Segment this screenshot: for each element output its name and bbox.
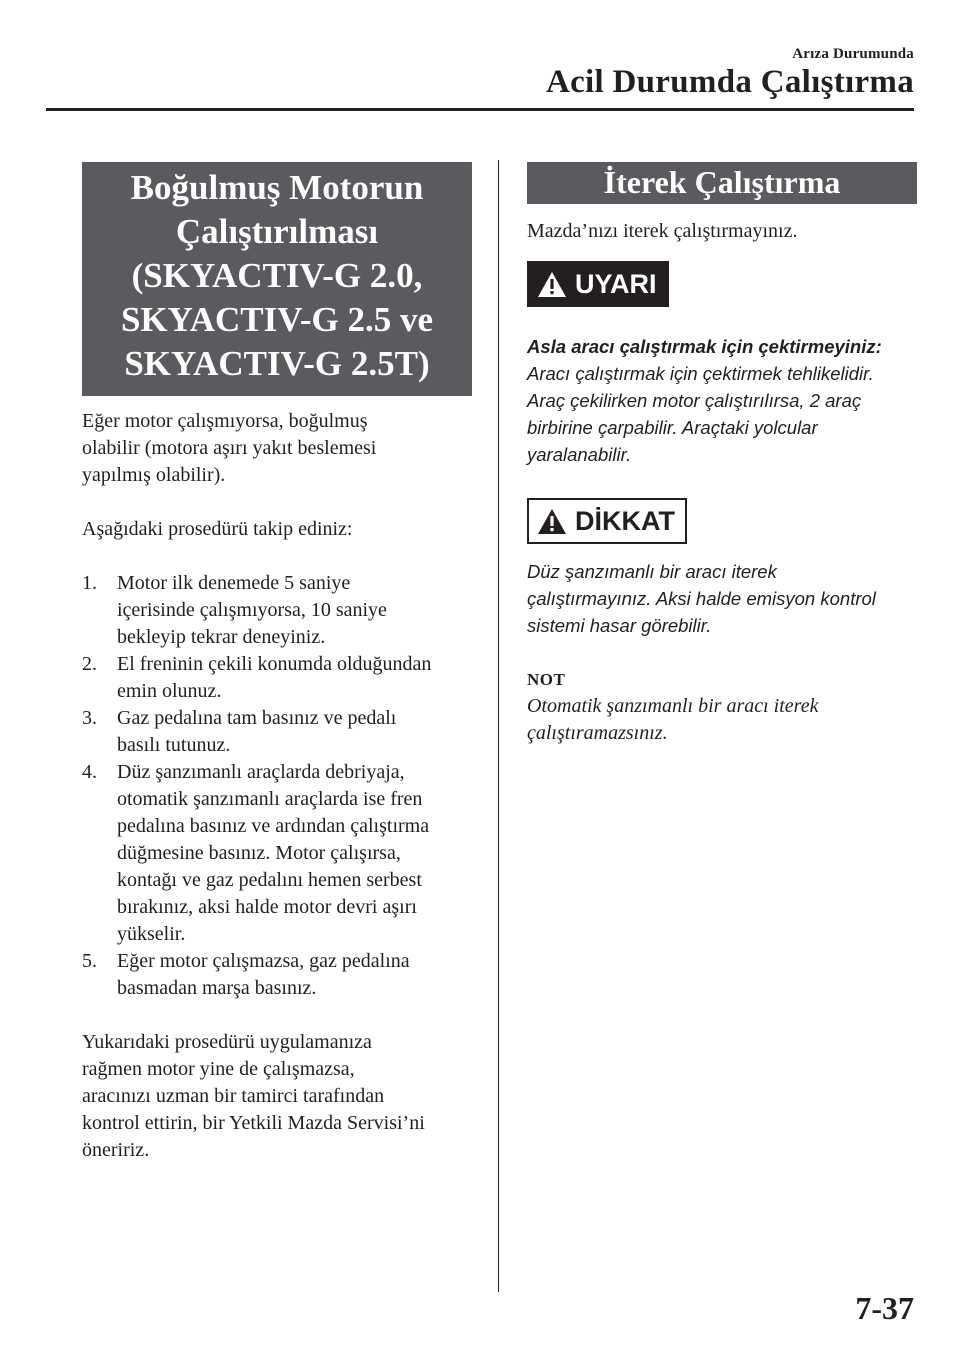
text-line: kontrol ettirin, bir Yetkili Mazda Servisi’ni [82, 1112, 425, 1134]
text-line: olabilir (motora aşırı yakıt beslemesi [82, 437, 377, 459]
step-item [82, 651, 472, 705]
closing-paragraph [82, 1029, 472, 1164]
text-line: Gaz pedalına tam basınız ve pedalı [117, 707, 397, 729]
text-line: El freninin çekili konumda olduğundan [117, 653, 432, 675]
text-line: basılı tutunuz. [117, 734, 231, 756]
caution-label: DİKKAT [575, 505, 675, 536]
warning-title: Asla aracı çalıştırmak için çektirmeyiniz: [527, 336, 882, 357]
step-item [82, 705, 472, 759]
note-label: NOT [527, 670, 566, 689]
step-number: 4. [82, 761, 97, 783]
text-line: pedalına basınız ve ardından çalıştırma [117, 815, 430, 837]
heading-line: Boğulmuş Motorun [130, 168, 424, 207]
caution-text [527, 558, 917, 639]
text-line: Düz şanzımanlı bir aracı iterek [527, 561, 777, 582]
text-line: öneririz. [82, 1139, 150, 1161]
section-heading-flooded-engine [82, 162, 472, 396]
text-line: otomatik şanzımanlı araçlarda ise fren [117, 788, 423, 810]
text-line: Aracı çalıştırmak için çektirmek tehlikelidir. [527, 363, 874, 384]
text-line: çalıştıramazsınız. [527, 722, 668, 744]
text-line: bırakınız, aksi halde motor devri aşırı [117, 896, 417, 918]
note-text [527, 693, 917, 747]
step-item [82, 948, 472, 1002]
step-item [82, 570, 472, 651]
text-line: bekleyip tekrar deneyiniz. [117, 626, 326, 648]
text-line: çalıştırmayınız. Aksi halde emisyon kontrol [527, 588, 876, 609]
intro-paragraph [82, 408, 472, 489]
chapter-title: Arıza Durumunda [792, 46, 914, 62]
text-line: Yukarıdaki prosedürü uygulamanıza [82, 1031, 372, 1053]
text-line: yapılmış olabilir). [82, 464, 226, 486]
text-line: basmadan marşa basınız. [117, 977, 317, 999]
text-line: Motor ilk denemede 5 saniye [117, 572, 351, 594]
heading-line: Çalıştırılması [175, 212, 379, 251]
warning-text [527, 360, 917, 468]
step-number: 5. [82, 950, 97, 972]
text-line: yaralanabilir. [527, 444, 632, 465]
text-line: emin olunuz. [117, 680, 222, 702]
warning-label: UYARI [575, 268, 657, 299]
heading-line: (SKYACTIV-G 2.0, [131, 256, 423, 295]
warning-block [527, 261, 917, 468]
text-line: Eğer motor çalışmazsa, gaz pedalına [117, 950, 410, 972]
text-line: kontağı ve gaz pedalını hemen serbest [117, 869, 422, 891]
text-line: Düz şanzımanlı araçlarda debriyaja, [117, 761, 405, 783]
step-item [82, 759, 472, 948]
caution-block [527, 498, 917, 639]
follow-procedure-text: Aşağıdaki prosedürü takip ediniz: [82, 518, 353, 540]
page-title: Acil Durumda Çalıştırma [545, 64, 914, 100]
heading-line: SKYACTIV-G 2.5T) [124, 344, 430, 383]
procedure-steps [82, 570, 472, 1002]
column-divider [498, 160, 499, 1292]
step-number: 3. [82, 707, 97, 729]
text-line: Araç çekilirken motor çalıştırılırsa, 2 araç [527, 390, 862, 411]
left-column [82, 162, 472, 1164]
text-line: Otomatik şanzımanlı bir aracı iterek [527, 695, 819, 717]
text-line: içerisinde çalışmıyorsa, 10 saniye [117, 599, 387, 621]
section-heading-push-start: İterek Çalıştırma [527, 162, 917, 204]
header-rule [46, 108, 914, 111]
text-line: yükselir. [117, 923, 186, 945]
step-number: 2. [82, 653, 97, 675]
text-line: düğmesine basınız. Motor çalışırsa, [117, 842, 401, 864]
text-line: birbirine çarpabilir. Araçtaki yolcular [527, 417, 818, 438]
step-number: 1. [82, 572, 97, 594]
caution-badge [527, 498, 687, 544]
right-column [527, 162, 917, 747]
note-block [527, 666, 917, 747]
page-number: 7-37 [855, 1290, 914, 1326]
text-line: sistemi hasar görebilir. [527, 615, 712, 636]
push-start-intro: Mazda’nızı iterek çalıştırmayınız. [527, 220, 798, 242]
text-line: rağmen motor yine de çalışmazsa, [82, 1058, 355, 1080]
text-line: aracınızı uzman bir tamirci tarafından [82, 1085, 385, 1107]
heading-line: SKYACTIV-G 2.5 ve [120, 300, 434, 339]
warning-triangle-icon [537, 271, 567, 298]
caution-triangle-icon [537, 508, 567, 535]
warning-badge [527, 261, 669, 307]
text-line: Eğer motor çalışmıyorsa, boğulmuş [82, 410, 368, 432]
